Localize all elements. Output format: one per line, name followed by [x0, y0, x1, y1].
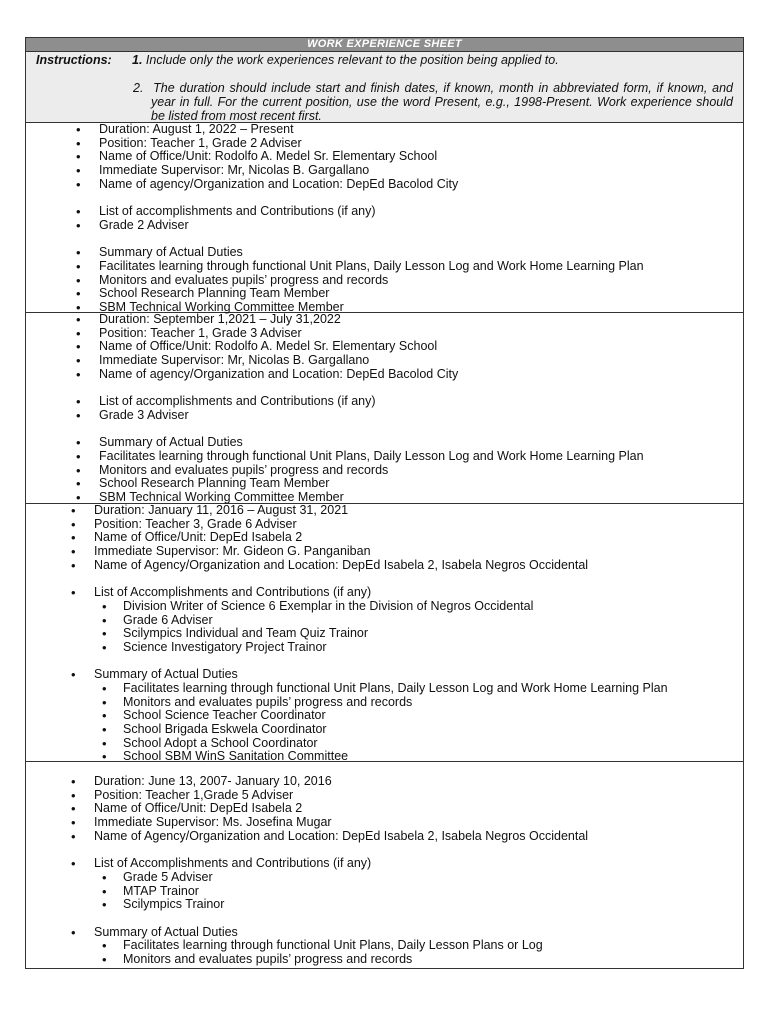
accomplishment-item: • Grade 6 Adviser: [123, 614, 743, 628]
entry-duration: • Duration: August 1, 2022 – Present: [99, 123, 743, 137]
accomplishment-item: • Grade 5 Adviser: [123, 871, 743, 885]
entry-office: • Name of Office/Unit: Rodolfo A. Medel Sr. Elementary School: [99, 340, 743, 354]
instructions-label: Instructions:: [36, 53, 112, 67]
entry-position: • Position: Teacher 1,Grade 5 Adviser: [94, 789, 743, 803]
instruction-1: [132, 53, 559, 67]
accomplishment-item: • Scilympics Trainor: [123, 898, 743, 912]
instruction-1-text: Include only the work experiences relevant to the position being applied to.: [145, 53, 559, 67]
duty-item: • Monitors and evaluates pupils’ progress and records: [99, 464, 743, 478]
work-entry: [26, 313, 743, 504]
entry-position: • Position: Teacher 1, Grade 3 Adviser: [99, 327, 743, 341]
duty-item: • School Research Planning Team Member: [99, 477, 743, 491]
accomplishment-item: • Scilympics Individual and Team Quiz Trainor: [123, 627, 743, 641]
sheet-title: WORK EXPERIENCE SHEET: [26, 38, 743, 52]
duty-item: • Monitors and evaluates pupils’ progress and records: [99, 274, 743, 288]
duties-label: • Summary of Actual Duties: [94, 926, 743, 940]
entry-agency: • Name of Agency/Organization and Location: DepEd Isabela 2, Isabela Negros Occidental: [94, 830, 743, 844]
duty-item: • SBM Technical Working Committee Member: [99, 491, 743, 505]
duty-item: • School Brigada Eskwela Coordinator: [123, 723, 743, 737]
accomplishments-label: • List of accomplishments and Contributions (if any): [99, 205, 743, 219]
entry-position: • Position: Teacher 3, Grade 6 Adviser: [94, 518, 743, 532]
duty-item: • Monitors and evaluates pupils’ progress and records: [123, 953, 743, 967]
instruction-2: [133, 81, 733, 123]
entry-agency: • Name of agency/Organization and Location: DepEd Bacolod City: [99, 178, 743, 192]
instruction-1-number: 1.: [132, 53, 143, 67]
accomplishment-item: • Science Investigatory Project Trainor: [123, 641, 743, 655]
work-entry: [26, 123, 743, 313]
entry-office: • Name of Office/Unit: DepEd Isabela 2: [94, 531, 743, 545]
duty-item: • Facilitates learning through functional Unit Plans, Daily Lesson Log and Work Home Learning Plan: [99, 260, 743, 274]
accomplishments-label: • List of Accomplishments and Contributions (if any): [94, 586, 743, 600]
entry-duration: • Duration: January 11, 2016 – August 31, 2021: [94, 504, 743, 518]
entry-supervisor: • Immediate Supervisor: Mr, Nicolas B. Gargallano: [99, 354, 743, 368]
entry-supervisor: • Immediate Supervisor: Mr. Gideon G. Panganiban: [94, 545, 743, 559]
entry-office: • Name of Office/Unit: Rodolfo A. Medel Sr. Elementary School: [99, 150, 743, 164]
accomplishment-item: • Grade 3 Adviser: [99, 409, 743, 423]
work-entry: [26, 762, 743, 968]
accomplishments-label: • List of Accomplishments and Contributions (if any): [94, 857, 743, 871]
accomplishment-item: • Division Writer of Science 6 Exemplar in the Division of Negros Occidental: [123, 600, 743, 614]
duty-item: • School Science Teacher Coordinator: [123, 709, 743, 723]
duty-item: • Facilitates learning through functional Unit Plans, Daily Lesson Log and Work Home Learning Plan: [123, 682, 743, 696]
entry-position: • Position: Teacher 1, Grade 2 Adviser: [99, 137, 743, 151]
instruction-2-number: 2.: [133, 81, 144, 95]
entry-agency: • Name of agency/Organization and Location: DepEd Bacolod City: [99, 368, 743, 382]
duty-item: • School SBM WinS Sanitation Committee: [123, 750, 743, 764]
entry-supervisor: • Immediate Supervisor: Mr, Nicolas B. Gargallano: [99, 164, 743, 178]
entry-supervisor: • Immediate Supervisor: Ms. Josefina Mugar: [94, 816, 743, 830]
accomplishments-label: • List of accomplishments and Contributions (if any): [99, 395, 743, 409]
accomplishment-item: • MTAP Trainor: [123, 885, 743, 899]
entry-office: • Name of Office/Unit: DepEd Isabela 2: [94, 802, 743, 816]
duties-label: • Summary of Actual Duties: [99, 436, 743, 450]
entry-duration: • Duration: September 1,2021 – July 31,2022: [99, 313, 743, 327]
accomplishment-item: • Grade 2 Adviser: [99, 219, 743, 233]
instructions-block: [26, 52, 743, 123]
entry-agency: • Name of Agency/Organization and Location: DepEd Isabela 2, Isabela Negros Occidental: [94, 559, 743, 573]
work-entry: [26, 504, 743, 762]
work-experience-sheet: [25, 37, 744, 969]
instruction-2-text: The duration should include start and finish dates, if known, month in abbreviated form, if known, and year in full. For the current position, use the word Present, e.g., 1998-Present. Work experience should be listed from most recent first.: [151, 81, 733, 123]
duty-item: • SBM Technical Working Committee Member: [99, 301, 743, 315]
duty-item: • School Research Planning Team Member: [99, 287, 743, 301]
duties-label: • Summary of Actual Duties: [99, 246, 743, 260]
duty-item: • Facilitates learning through functional Unit Plans, Daily Lesson Plans or Log: [123, 939, 743, 953]
duty-item: • Facilitates learning through functional Unit Plans, Daily Lesson Log and Work Home Learning Plan: [99, 450, 743, 464]
entry-duration: • Duration: June 13, 2007- January 10, 2016: [94, 775, 743, 789]
duty-item: • School Adopt a School Coordinator: [123, 737, 743, 751]
duty-item: • Monitors and evaluates pupils’ progress and records: [123, 696, 743, 710]
duties-label: • Summary of Actual Duties: [94, 668, 743, 682]
